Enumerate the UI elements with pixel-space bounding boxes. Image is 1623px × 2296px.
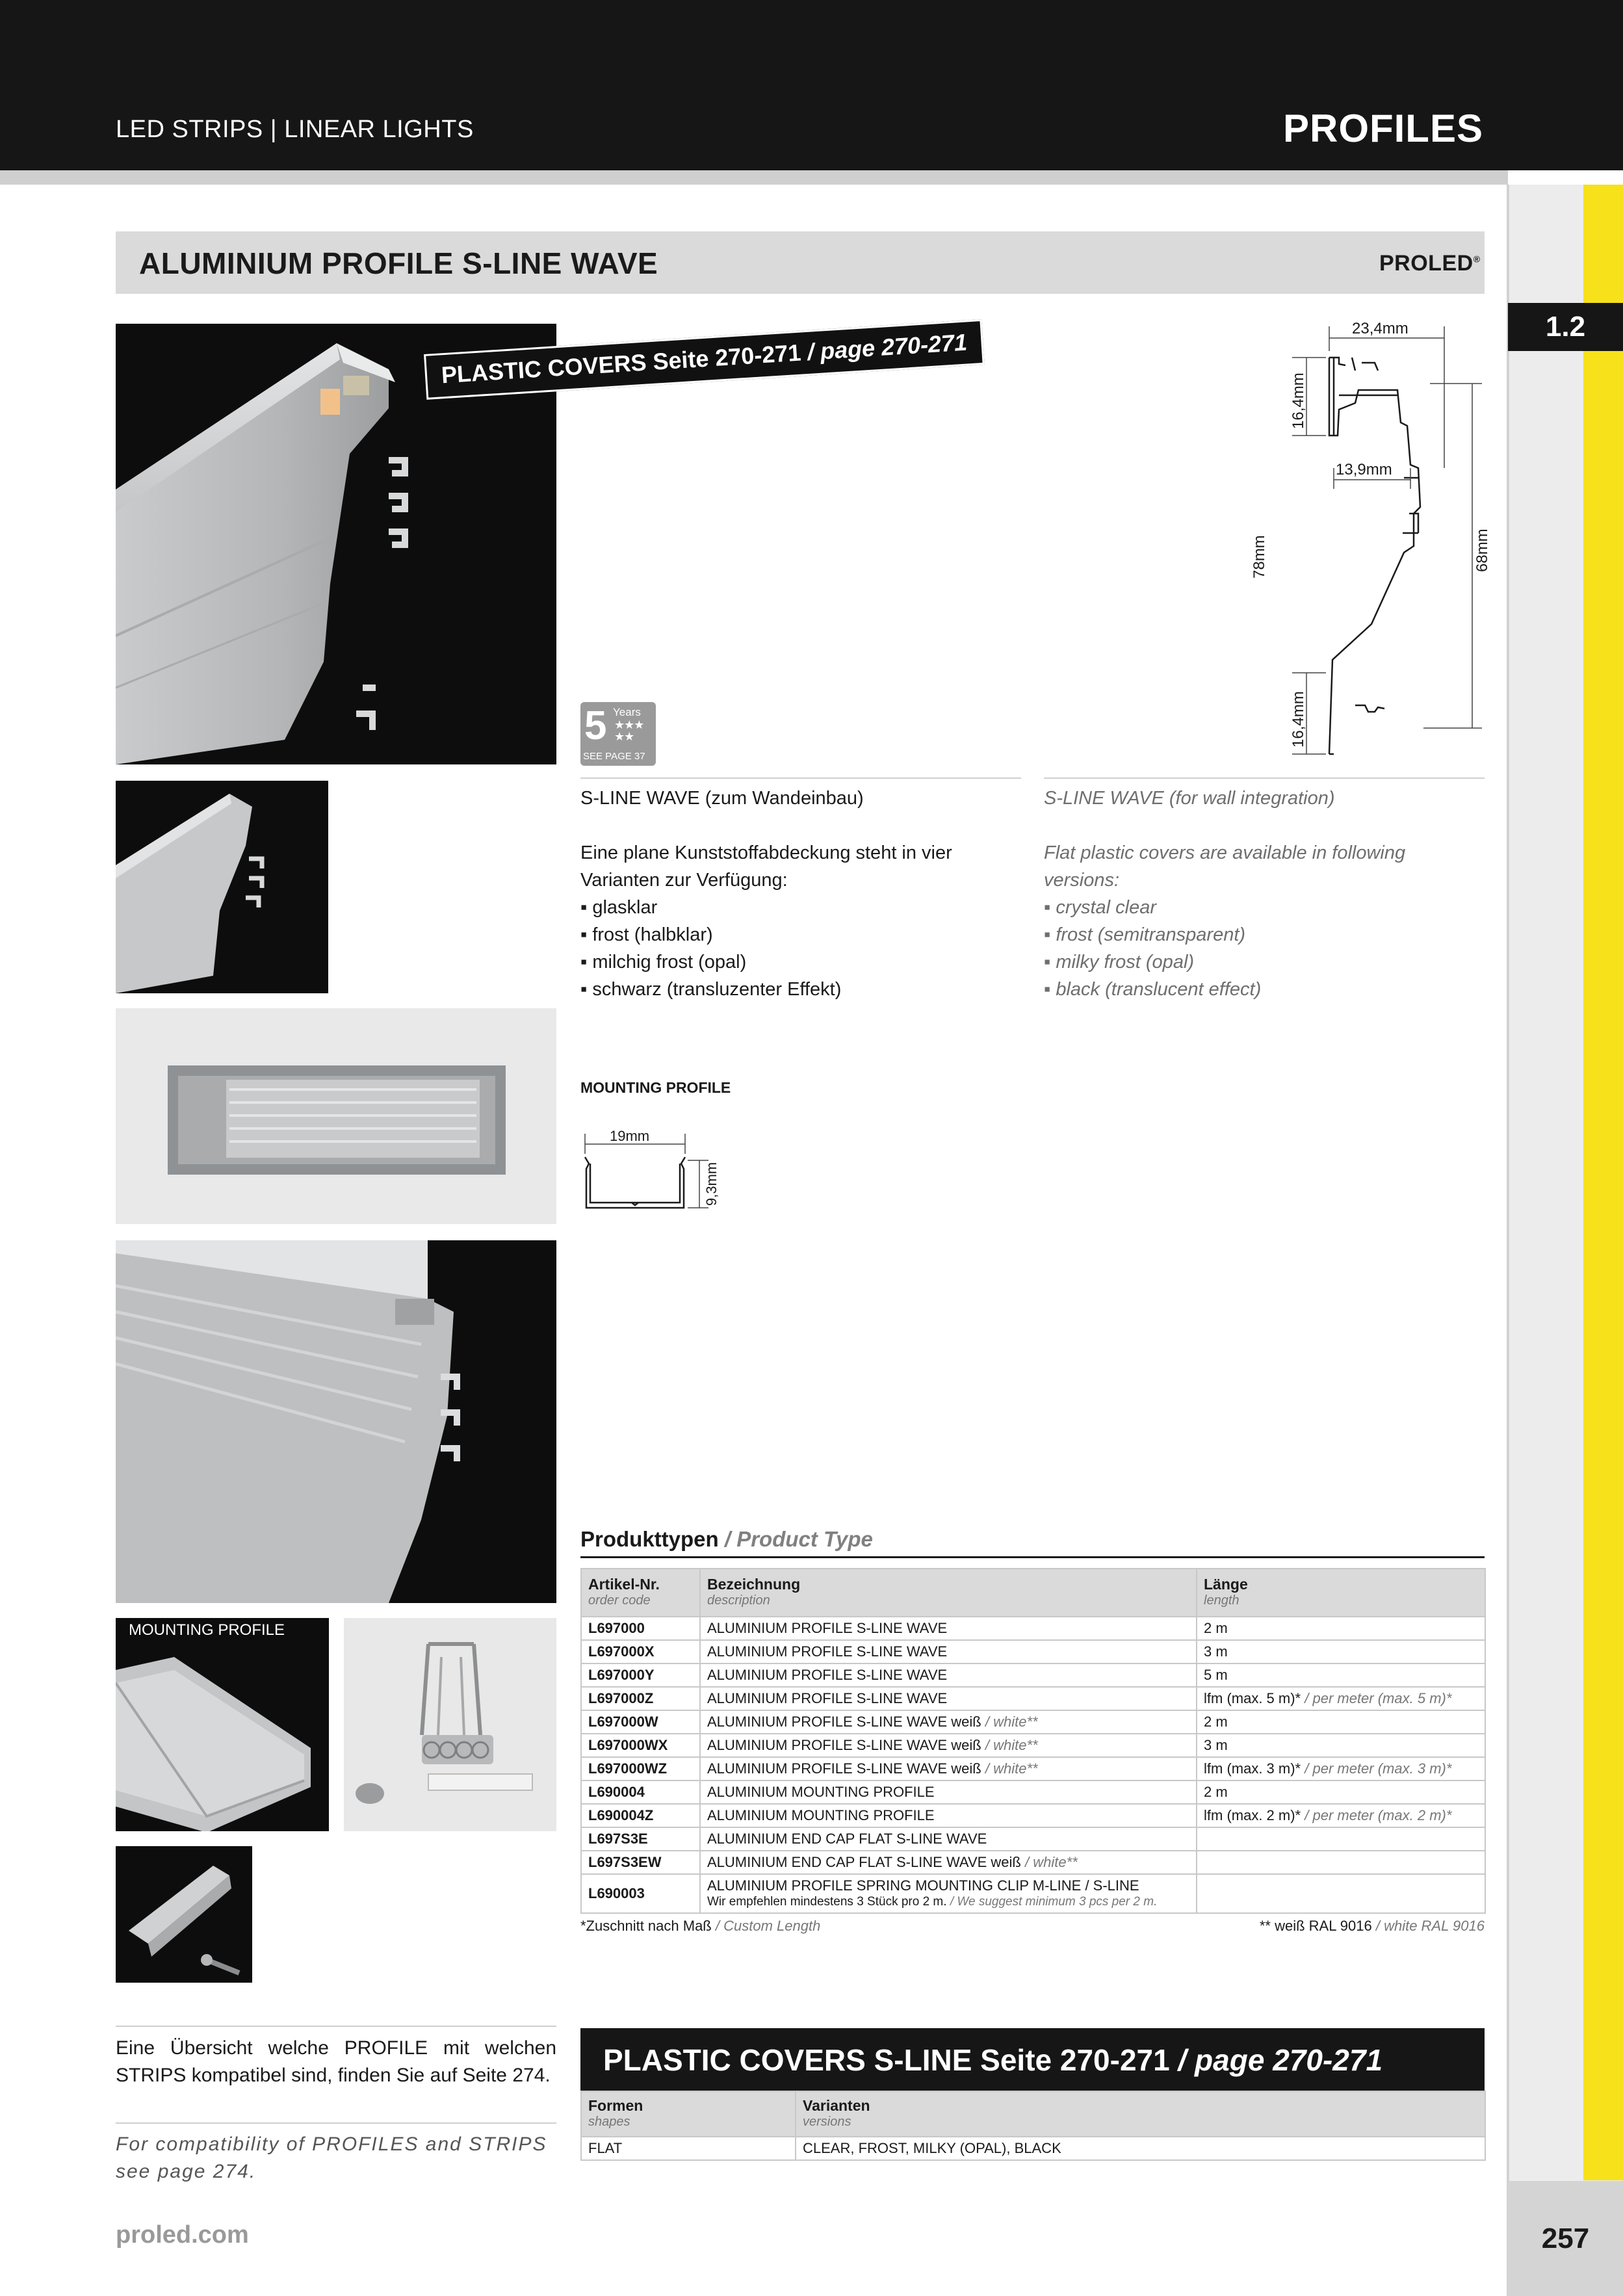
description: ALUMINIUM END CAP FLAT S-LINE WAVE weiß / white** — [700, 1851, 1197, 1874]
page-number: 257 — [1508, 2181, 1623, 2296]
table-header-row — [581, 2091, 1485, 2137]
table-row — [581, 1710, 1485, 1734]
right-margin-line — [1507, 185, 1509, 2296]
desc-rule-en — [1044, 777, 1485, 779]
compat-rule-top — [116, 2026, 556, 2027]
order-code: L690003 — [581, 1874, 700, 1913]
list-item: ▪ milchig frost (opal) — [580, 948, 1029, 976]
table-row — [581, 1734, 1485, 1757]
length — [1197, 1874, 1485, 1913]
compat-note-english: For compatibility of PROFILES and STRIPS see page 274. — [116, 2133, 547, 2182]
description: ALUMINIUM MOUNTING PROFILE — [700, 1804, 1197, 1827]
col-header-order-code: Artikel-Nr. order code — [581, 1569, 700, 1617]
mp-dim-height: 9,3mm — [703, 1162, 720, 1206]
description: ALUMINIUM PROFILE S-LINE WAVE weiß / white** — [700, 1757, 1197, 1781]
list-item: ▪ frost (halbklar) — [580, 921, 1029, 948]
length: 2 m — [1197, 1781, 1485, 1804]
mounting-profile-label: MOUNTING PROFILE — [580, 1079, 731, 1096]
mounting-profile-photo — [116, 1618, 329, 1831]
table-row — [581, 1804, 1485, 1827]
col-header-length: Länge length — [1197, 1569, 1485, 1617]
warranty-see-page: SEE PAGE 37 — [583, 751, 645, 762]
table-header-row — [581, 1569, 1485, 1617]
length: lfm (max. 3 m)* / per meter (max. 3 m)* — [1197, 1757, 1485, 1781]
dim-height-top: 16,4mm — [1290, 372, 1307, 429]
description: ALUMINIUM PROFILE S-LINE WAVE weiß / white** — [700, 1710, 1197, 1734]
website-link[interactable]: proled.com — [116, 2221, 249, 2249]
desc-de-list — [580, 894, 1029, 1003]
dim-height-bottom: 16,4mm — [1290, 691, 1307, 748]
order-code: L690004 — [581, 1781, 700, 1804]
list-item: ▪ frost (semitransparent) — [1044, 921, 1485, 948]
length: lfm (max. 2 m)* / per meter (max. 2 m)* — [1197, 1804, 1485, 1827]
desc-en-intro: Flat plastic covers are available in following versions: — [1044, 842, 1406, 891]
product-photo-detail — [116, 781, 328, 993]
description: ALUMINIUM PROFILE S-LINE WAVE weiß / white** — [700, 1734, 1197, 1757]
col-header-shapes: Formen shapes — [581, 2091, 796, 2137]
warranty-years-label: Years — [613, 706, 641, 718]
shape: FLAT — [581, 2137, 796, 2160]
desc-rule-de — [580, 777, 1021, 779]
list-item: ▪ schwarz (transluzenter Effekt) — [580, 976, 1029, 1003]
description-german — [580, 785, 1029, 1003]
length: lfm (max. 5 m)* / per meter (max. 5 m)* — [1197, 1687, 1485, 1710]
table-row — [581, 1874, 1485, 1913]
table-row — [581, 1757, 1485, 1781]
end-cap-photo — [116, 1846, 252, 1983]
product-table — [580, 1568, 1486, 1914]
plastic-covers-title[interactable]: PLASTIC COVERS S-LINE Seite 270-271 / page 270-271 — [603, 2043, 1383, 2077]
page-title: ALUMINIUM PROFILE S-LINE WAVE — [139, 246, 658, 280]
desc-de-title: S-LINE WAVE (zum Wandeinbau) — [580, 788, 864, 809]
table-row — [581, 1687, 1485, 1710]
length — [1197, 1851, 1485, 1874]
table-row — [581, 2137, 1485, 2160]
col-header-versions: Varianten versions — [796, 2091, 1485, 2137]
brand-logo: PROLED® — [1379, 251, 1481, 276]
description: ALUMINIUM PROFILE S-LINE WAVE — [700, 1687, 1197, 1710]
table-row — [581, 1640, 1485, 1663]
length: 2 m — [1197, 1617, 1485, 1640]
warranty-stars-icon: ★★★ ★★ — [614, 718, 644, 743]
desc-en-title: S-LINE WAVE (for wall integration) — [1044, 788, 1335, 809]
table-row — [581, 1617, 1485, 1640]
list-item: ▪ milky frost (opal) — [1044, 948, 1485, 976]
compat-note-german: Eine Übersicht welche PROFILE mit welchen STRIPS kompatibel sind, finden Sie auf Seite 274. — [116, 2037, 556, 2086]
table-row — [581, 1781, 1485, 1804]
list-item: ▪ glasklar — [580, 894, 1029, 921]
versions: CLEAR, FROST, MILKY (OPAL), BLACK — [796, 2137, 1485, 2160]
description: ALUMINIUM MOUNTING PROFILE — [700, 1781, 1197, 1804]
dim-height-total: 78mm — [1251, 535, 1268, 579]
plastic-covers-table — [580, 2091, 1486, 2161]
table-row — [581, 1827, 1485, 1851]
length: 5 m — [1197, 1663, 1485, 1687]
description: ALUMINIUM PROFILE S-LINE WAVE — [700, 1617, 1197, 1640]
compat-rule — [116, 2122, 556, 2124]
dim-inner: 13,9mm — [1336, 461, 1392, 478]
description: ALUMINIUM PROFILE S-LINE WAVE — [700, 1640, 1197, 1663]
mounting-profile-photo-label: MOUNTING PROFILE — [129, 1621, 285, 1639]
product-type-rule — [580, 1556, 1485, 1558]
list-item: ▪ black (translucent effect) — [1044, 976, 1485, 1003]
order-code: L697000X — [581, 1640, 700, 1663]
description-english — [1044, 785, 1485, 1003]
list-item: ▪ crystal clear — [1044, 894, 1485, 921]
order-code: L697000WX — [581, 1734, 700, 1757]
warranty-years-number: 5 — [584, 703, 607, 748]
product-type-heading: Produkttypen / Product Type — [580, 1527, 873, 1551]
footnote-custom-length: *Zuschnitt nach Maß / Custom Length — [580, 1918, 821, 1934]
order-code: L697S3E — [581, 1827, 700, 1851]
order-code: L697000Z — [581, 1687, 700, 1710]
table-row — [581, 1663, 1485, 1687]
description: ALUMINIUM PROFILE S-LINE WAVE — [700, 1663, 1197, 1687]
accent-stripe — [1583, 185, 1623, 2180]
header-section: PROFILES — [1282, 107, 1483, 150]
length: 3 m — [1197, 1640, 1485, 1663]
desc-en-list — [1044, 894, 1485, 1003]
order-code: L697000Y — [581, 1663, 700, 1687]
table-row — [581, 1851, 1485, 1874]
desc-de-intro: Eine plane Kunststoffabdeckung steht in vier Varianten zur Verfügung: — [580, 842, 952, 891]
profile-technical-drawing — [1235, 319, 1495, 774]
description: ALUMINIUM PROFILE SPRING MOUNTING CLIP M-LINE / S-LINE Wir empfehlen mindestens 3 Stück pro 2 m. / We suggest minimum 3 pcs per 2 m. — [700, 1874, 1197, 1913]
order-code: L697000W — [581, 1710, 700, 1734]
length: 2 m — [1197, 1710, 1485, 1734]
mounting-profile-drawing — [572, 1125, 728, 1216]
product-photo-installed — [116, 1008, 556, 1224]
footnote-white-ral: ** weiß RAL 9016 / white RAL 9016 — [1259, 1918, 1485, 1934]
order-code: L690004Z — [581, 1804, 700, 1827]
order-code: L697000 — [581, 1617, 700, 1640]
spring-clip-photo — [344, 1618, 556, 1831]
length: 3 m — [1197, 1734, 1485, 1757]
header-category: LED STRIPS | LINEAR LIGHTS — [116, 116, 474, 143]
order-code: L697S3EW — [581, 1851, 700, 1874]
dim-height-right: 68mm — [1474, 528, 1491, 572]
section-tab[interactable]: 1.2 — [1508, 303, 1623, 351]
mp-dim-width: 19mm — [610, 1128, 650, 1144]
description: ALUMINIUM END CAP FLAT S-LINE WAVE — [700, 1827, 1197, 1851]
col-header-description: Bezeichnung description — [700, 1569, 1197, 1617]
dim-width-top: 23,4mm — [1352, 320, 1409, 337]
order-code: L697000WZ — [581, 1757, 700, 1781]
product-photo-profile-side — [116, 1240, 556, 1603]
header-strip — [0, 170, 1508, 185]
length — [1197, 1827, 1485, 1851]
plastic-covers-banner[interactable]: PLASTIC COVERS Seite 270-271 / page 270-271 — [424, 319, 985, 400]
warranty-badge[interactable] — [580, 702, 656, 766]
